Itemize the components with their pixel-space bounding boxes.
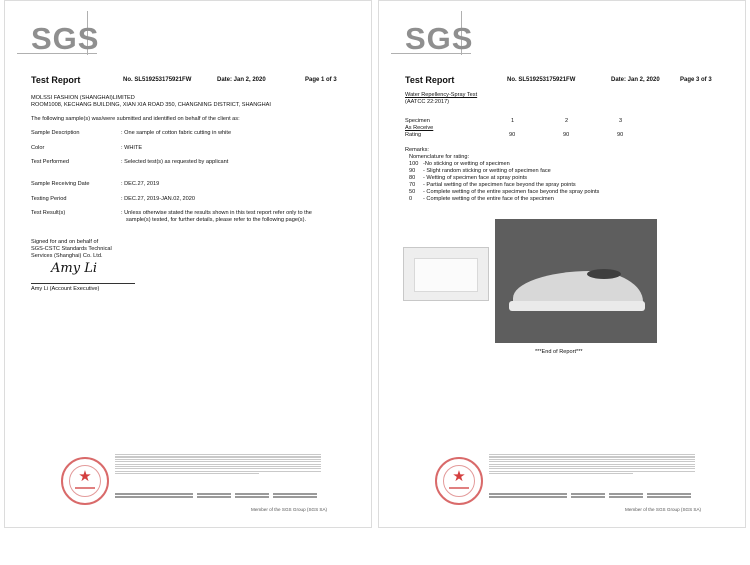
footer-address (489, 493, 699, 503)
field-value-continued: sample(s) tested, for further details, please refer to the following page(s). (126, 217, 307, 223)
field-label: Test Result(s) (31, 210, 66, 216)
fabric-sample-photo (403, 247, 489, 301)
nomenclature-score: 70 (409, 182, 416, 188)
test-method: (AATCC 22:2017) (405, 99, 450, 105)
nomenclature-text: - Partial wetting of the specimen face beyond the spray points (423, 182, 576, 188)
report-page-3 (378, 0, 746, 528)
report-number: No. SL519253175921FW (507, 77, 576, 83)
client-name: MOLSSI FASHION (SHANGHAI)LIMITED (31, 95, 135, 101)
field-value: : Unless otherwise stated the results shown in this test report refer only to the (121, 210, 312, 216)
star-icon: ★ (452, 468, 466, 485)
nomenclature-score: 100 (409, 161, 419, 167)
table-header-col: 2 (565, 118, 569, 124)
nomenclature-text: - Wetting of specimen face at spray points (423, 175, 528, 181)
nomenclature-text: -No sticking or wetting of specimen (423, 161, 510, 167)
field-label: Sample Description (31, 130, 80, 136)
nomenclature-text: - Slight random sticking or wetting of specimen face (423, 168, 551, 174)
footer-legal-text (489, 454, 695, 475)
handwritten-signature: Amy Li (51, 261, 97, 276)
table-header-col: 3 (619, 118, 623, 124)
field-value: : WHITE (121, 145, 143, 151)
footer-address (115, 493, 325, 503)
report-header (405, 77, 721, 89)
field-label: Test Performed (31, 159, 69, 165)
star-icon: ★ (78, 468, 92, 485)
field-value: : DEC.27, 2019 (121, 181, 160, 187)
report-number: No. SL519253175921FW (123, 77, 192, 83)
company-seal-stamp (61, 457, 109, 505)
report-date: Date: Jan 2, 2020 (217, 77, 266, 83)
nomenclature-score: 80 (409, 175, 416, 181)
field-label: Testing Period (31, 196, 67, 202)
field-value: : One sample of cotton fabric cutting in white (121, 130, 232, 136)
member-of-sgs-group: Member of the SGS Group (SGS SA) (251, 507, 328, 512)
table-rating-label: Rating (405, 132, 422, 138)
sgs-logo: SGS (405, 21, 474, 56)
field-value: : DEC.27, 2019-JAN.02, 2020 (121, 196, 196, 202)
table-rating-value: 90 (563, 132, 570, 138)
member-of-sgs-group: Member of the SGS Group (SGS SA) (625, 507, 702, 512)
table-rating-value: 90 (617, 132, 624, 138)
remarks-title: Remarks: (405, 147, 429, 153)
report-header (31, 77, 347, 89)
signature-line (31, 283, 135, 284)
table-condition: As Receive (405, 125, 434, 131)
shoe-sample-photo (495, 219, 657, 343)
nomenclature-score: 90 (409, 168, 416, 174)
table-header-col: 1 (511, 118, 515, 124)
field-label: Sample Receiving Date (31, 181, 90, 187)
report-title: Test Report (31, 75, 81, 85)
nomenclature-text: - Complete wetting of the entire specimen face beyond the spray points (423, 189, 600, 195)
end-of-report: ***End of Report*** (535, 349, 583, 355)
page-number: Page 3 of 3 (680, 77, 712, 83)
nomenclature-text: - Complete wetting of the entire face of the specimen (423, 196, 554, 202)
signed-company: SGS-CSTC Standards Technical (31, 246, 112, 252)
table-rating-value: 90 (509, 132, 516, 138)
field-label: Color (31, 145, 45, 151)
sgs-logo: SGS (31, 21, 100, 56)
report-page-1 (4, 0, 372, 528)
signed-company-2: Services (Shanghai) Co. Ltd. (31, 253, 103, 259)
intro-text: The following sample(s) was/were submitted and identified on behalf of the client as: (31, 116, 240, 122)
test-name: Water Repellency-Spray Test (405, 92, 478, 98)
company-seal-stamp (435, 457, 483, 505)
page-number: Page 1 of 3 (305, 77, 337, 83)
signer-name: Amy Li (Account Executive) (31, 286, 100, 292)
field-value: : Selected test(s) as requested by applicant (121, 159, 229, 165)
nomenclature-score: 0 (409, 196, 413, 202)
signed-on-behalf: Signed for and on behalf of (31, 239, 99, 245)
report-date: Date: Jan 2, 2020 (611, 77, 660, 83)
client-address: ROOM1008, KECHANG BUILDING, XIAN XIA ROAD 350, CHANGNING DISTRICT, SHANGHAI (31, 102, 271, 108)
nomenclature-title: Nomenclature for rating: (409, 154, 470, 160)
nomenclature-score: 50 (409, 189, 416, 195)
report-title: Test Report (405, 75, 455, 85)
table-header-specimen: Specimen (405, 118, 430, 124)
footer-legal-text (115, 454, 321, 475)
